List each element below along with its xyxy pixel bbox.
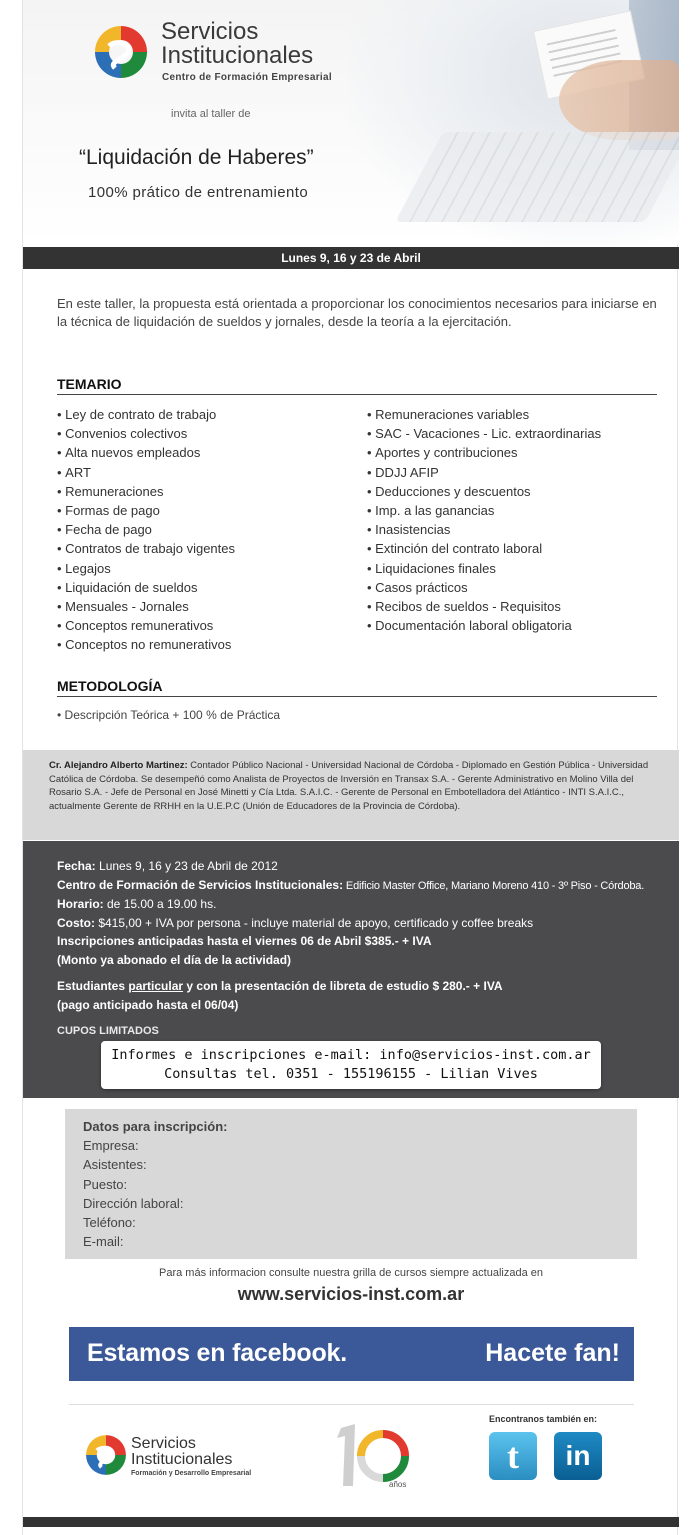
- form-field-email: E-mail:: [83, 1234, 124, 1250]
- list-item: • Alta nuevos empleados: [57, 443, 357, 462]
- anticipadas-row: Inscripciones anticipadas hasta el viernes 06 de Abril $385.- + IVA: [57, 934, 432, 948]
- list-item: • Conceptos no remunerativos: [57, 635, 357, 654]
- list-item: • Extinción del contrato laboral: [367, 539, 667, 558]
- pago-row: (pago anticipado hasta el 06/04): [57, 997, 239, 1012]
- invite-text: invita al taller de: [171, 108, 251, 120]
- list-item: • Legajos: [57, 559, 357, 578]
- temario-list-left: [57, 405, 357, 655]
- centro-row: Centro de Formación de Servicios Institucionales: Edificio Master Office, Mariano Moreno 410 - 3º Piso - Córdoba.: [57, 877, 645, 892]
- list-item: • Aportes y contribuciones: [367, 443, 667, 462]
- footer-divider: [69, 1404, 634, 1405]
- contact-phone-line: Consultas tel. 0351 - 155196155 - Lilian Vives: [164, 1066, 538, 1082]
- more-info-text: Para más informacion consulte nuestra grilla de cursos siempre actualizada en: [159, 1267, 543, 1279]
- form-title: Datos para inscripción:: [83, 1119, 228, 1134]
- costo-row: Costo: $415,00 + IVA por persona - incluye material de apoyo, certificado y coffee breaks: [57, 915, 534, 930]
- bottom-bar: [23, 1517, 679, 1527]
- list-item: • Contratos de trabajo vigentes: [57, 539, 357, 558]
- footer-logo-icon: [83, 1432, 129, 1478]
- facebook-banner[interactable]: [69, 1327, 634, 1381]
- list-item: • Fecha de pago: [57, 520, 357, 539]
- list-item: • Ley de contrato de trabajo: [57, 405, 357, 424]
- workshop-title: “Liquidación de Haberes”: [79, 146, 314, 169]
- hand-shape: [559, 60, 679, 140]
- header: [23, 0, 679, 245]
- instructor-bio: [23, 750, 679, 840]
- monto-row: (Monto ya abonado el día de la actividad): [57, 952, 292, 967]
- temario-list-right: [367, 405, 667, 635]
- form-field-asistentes: Asistentes:: [83, 1157, 147, 1173]
- list-item: • Recibos de sueldos - Requisitos: [367, 597, 667, 616]
- brand-logo-icon: [91, 22, 151, 82]
- list-item: • Casos prácticos: [367, 578, 667, 597]
- contact-email-line[interactable]: Informes e inscripciones e-mail: info@servicios-inst.com.ar: [111, 1047, 591, 1063]
- metodologia-item: • Descripción Teórica + 100 % de Práctica: [57, 708, 280, 722]
- keyboard-shape: [395, 132, 679, 222]
- fecha-row: Fecha: Lunes 9, 16 y 23 de Abril de 2012: [57, 859, 278, 873]
- event-info-panel: [23, 841, 679, 1098]
- list-item: • Formas de pago: [57, 501, 357, 520]
- list-item: • Imp. a las ganancias: [367, 501, 667, 520]
- list-item: • Liquidación de sueldos: [57, 578, 357, 597]
- linkedin-icon[interactable]: in: [554, 1432, 602, 1480]
- footer-brand-name: Servicios Institucionales: [131, 1435, 233, 1468]
- event-info-text: [57, 857, 667, 1041]
- facebook-text: Estamos en facebook.: [87, 1339, 347, 1367]
- brand-name: Servicios Institucionales: [161, 18, 314, 69]
- list-item: • SAC - Vacaciones - Lic. extraordinarias: [367, 424, 667, 443]
- instructor-name: Cr. Alejandro Alberto Martinez:: [49, 760, 188, 771]
- newsletter: [22, 0, 678, 1535]
- form-field-empresa: Empresa:: [83, 1138, 139, 1153]
- list-item: • Remuneraciones: [57, 482, 357, 501]
- list-item: • Documentación laboral obligatoria: [367, 616, 667, 635]
- horario-row: Horario: de 15.00 a 19.00 hs.: [57, 897, 217, 911]
- cupos-limitados: CUPOS LIMITADOS: [57, 1025, 159, 1037]
- list-item: • Conceptos remunerativos: [57, 616, 357, 635]
- anniversary-years: años: [389, 1480, 407, 1489]
- list-item: • ART: [57, 463, 357, 482]
- twitter-icon[interactable]: t: [489, 1432, 537, 1480]
- list-item: • Mensuales - Jornales: [57, 597, 357, 616]
- list-item: • Inasistencias: [367, 520, 667, 539]
- website-link[interactable]: www.servicios-inst.com.ar: [237, 1284, 465, 1304]
- form-field-direccion: Dirección laboral:: [83, 1195, 184, 1211]
- list-item: • Liquidaciones finales: [367, 559, 667, 578]
- footer-brand-subtitle: Formación y Desarrollo Empresarial: [131, 1470, 252, 1477]
- header-photo: [349, 0, 679, 245]
- list-item: • Convenios colectivos: [57, 424, 357, 443]
- contact-box: [101, 1041, 601, 1089]
- list-item: • Remuneraciones variables: [367, 405, 667, 424]
- intro-paragraph: En este taller, la propuesta está orientada a proporcionar los conocimientos necesarios para iniciarse en la técnica de liquidación de sueldos y jornales, desde la teoría a la ejercitación.: [57, 296, 657, 329]
- facebook-fan-button[interactable]: Hacete fan!: [485, 1339, 620, 1367]
- brand-subtitle: Centro de Formación Empresarial: [162, 72, 332, 83]
- list-item: • Deducciones y descuentos: [367, 482, 667, 501]
- estudiantes-row: Estudiantes particular y con la presentación de libreta de estudio $ 280.- + IVA: [57, 979, 503, 993]
- form-field-telefono: Teléfono:: [83, 1215, 136, 1231]
- date-bar: Lunes 9, 16 y 23 de Abril: [23, 247, 679, 269]
- form-field-puesto: Puesto:: [83, 1176, 128, 1192]
- registration-form: [65, 1109, 637, 1259]
- metodologia-heading: METODOLOGÍA: [57, 678, 657, 697]
- instructor-description: Contador Público Nacional - Universidad Nacional de Córdoba - Diplomado en Gestión Pública - Universidad Católica de Córdoba. Se desempeñó como Analista de Proyectos de Inversión en Transax S.A. - Gerente Administrativo en Molino Villa del Rosario S.A. - Jefe de Personal en José Minetti y Cía Ltda. S.A.I.C. - Gerente de Personal en Embotelladora del Atlántico - INTI S.A.I.C., actualmente Gerente de RRHH en la U.E.P.C (Unión de Educadores de la Provincia de Córdoba).: [49, 760, 649, 812]
- social-label: Encontranos también en:: [489, 1414, 598, 1424]
- list-item: • DDJJ AFIP: [367, 463, 667, 482]
- workshop-subtitle: 100% prático de entrenamiento: [88, 184, 309, 201]
- temario-heading: TEMARIO: [57, 376, 657, 395]
